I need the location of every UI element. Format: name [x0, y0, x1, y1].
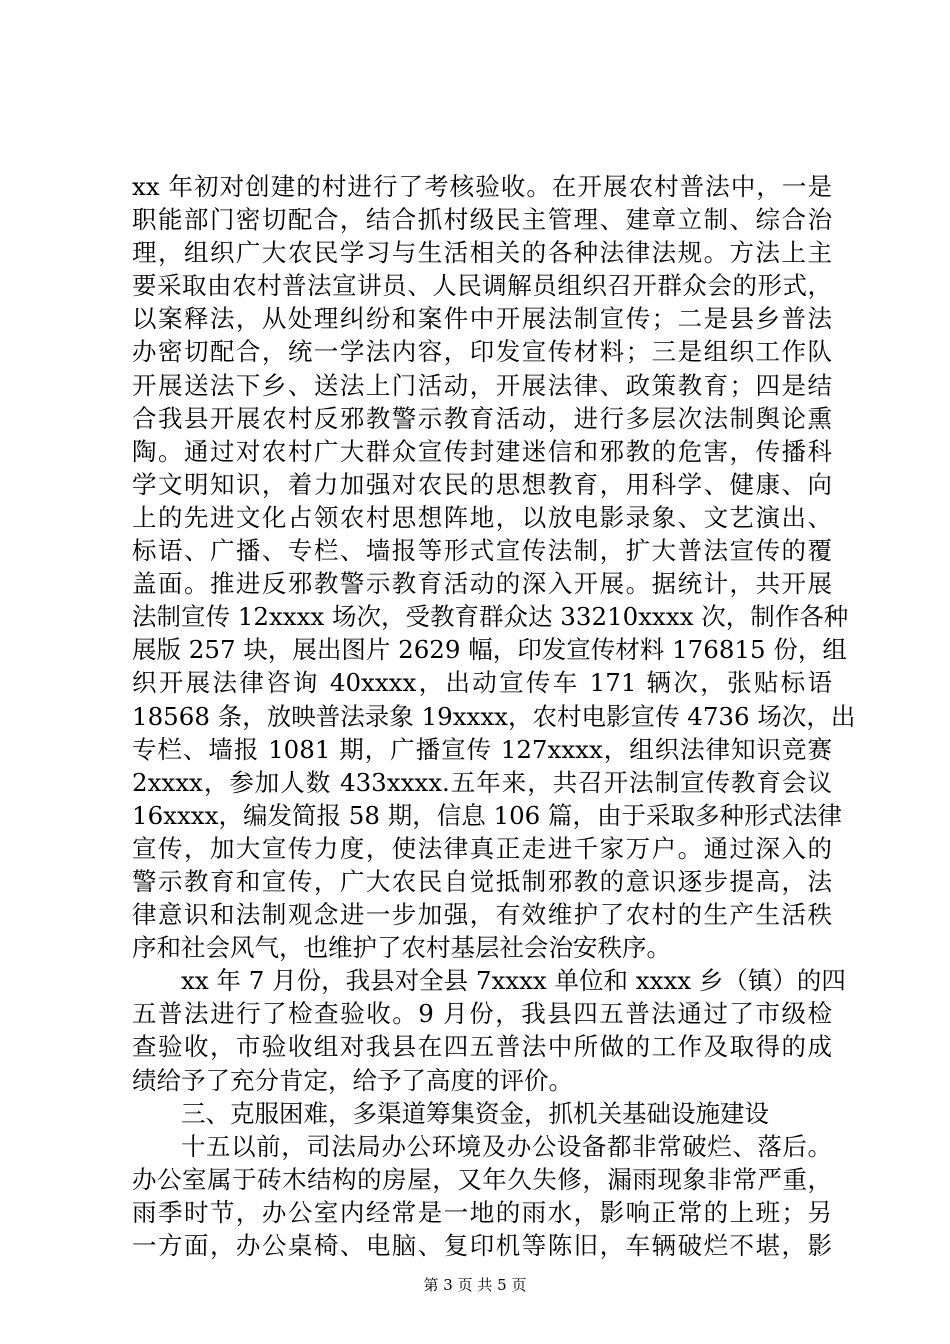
text-line: 要采取由农村普法宣讲员、人民调解员组织召开群众会的形式， [132, 271, 832, 301]
text-line: 学文明知识，着力加强对农民的思想教育，用科学、健康、向 [132, 469, 832, 499]
text-line: 陶。通过对农村广大群众宣传封建迷信和邪教的危害，传播科 [132, 436, 832, 466]
text-line: 盖面。推进反邪教警示教育活动的深入开展。据统计，共开展 [132, 569, 832, 599]
text-line: 警示教育和宣传，广大农民自觉抵制邪教的意识逐步提高，法 [132, 866, 832, 896]
text-line: xx 年 7 月份，我县对全县 7xxxx 单位和 xxxx 乡（镇）的四 [181, 966, 846, 996]
text-line: 查验收，市验收组对我县在四五普法中所做的工作及取得的成 [132, 1032, 832, 1062]
text-line: 开展送法下乡、送法上门活动，开展法律、政策教育；四是结 [132, 370, 832, 400]
text-line: 法制宣传 12xxxx 场次，受教育群众达 33210xxxx 次，制作各种 [132, 602, 849, 632]
text-line: 宣传，加大宣传力度，使法律真正走进千家万户。通过深入的 [132, 833, 832, 863]
text-line: 五普法进行了检查验收。9 月份，我县四五普法通过了市级检 [132, 999, 832, 1029]
text-line: 职能部门密切配合，结合抓村级民主管理、建章立制、综合治 [132, 205, 832, 235]
body-text [132, 170, 856, 1262]
section-heading: 三、克服困难，多渠道筹集资金，抓机关基础设施建设 [181, 1098, 769, 1128]
text-line: 合我县开展农村反邪教警示教育活动，进行多层次法制舆论熏 [132, 403, 832, 433]
text-line: 以案释法，从处理纠纷和案件中开展法制宣传；二是县乡普法 [132, 304, 832, 334]
text-line: 办密切配合，统一学法内容，印发宣传材料；三是组织工作队 [132, 337, 832, 367]
text-line: 绩给予了充分肯定，给予了高度的评价。 [132, 1065, 573, 1095]
text-line: 雨季时节，办公室内经常是一地的雨水，影响正常的上班；另 [132, 1197, 832, 1227]
text-line: 一方面，办公桌椅、电脑、复印机等陈旧，车辆破烂不堪，影 [132, 1231, 832, 1260]
text-line: 展版 257 块，展出图片 2629 幅，印发宣传材料 176815 份，组 [132, 635, 847, 665]
text-line: 办公室属于砖木结构的房屋，又年久失修，漏雨现象非常严重， [132, 1164, 832, 1194]
page-number-footer: 第 3 页 共 5 页 [423, 1276, 527, 1294]
text-line: 专栏、墙报 1081 期，广播宣传 127xxxx，组织法律知识竞赛 [132, 734, 832, 764]
text-line: 序和社会风气，也维护了农村基层社会治安秩序。 [132, 933, 671, 963]
text-line: 2xxxx，参加人数 433xxxx.五年来，共召开法制宣传教育会议 [132, 767, 832, 797]
text-line: 理，组织广大农民学习与生活相关的各种法律法规。方法上主 [132, 238, 832, 268]
text-line: 16xxxx，编发简报 58 期，信息 106 篇，由于采取多种形式法律 [132, 800, 843, 830]
text-line: 律意识和法制观念进一步加强，有效维护了农村的生产生活秩 [132, 900, 832, 930]
text-line: 十五以前，司法局办公环境及办公设备都非常破烂、落后。 [181, 1131, 832, 1161]
text-line: xx 年初对创建的村进行了考核验收。在开展农村普法中，一是 [132, 172, 832, 201]
text-line: 标语、广播、专栏、墙报等形式宣传法制，扩大普法宣传的覆 [132, 536, 832, 566]
text-line: 织开展法律咨询 40xxxx，出动宣传车 171 辆次，张贴标语 [132, 668, 832, 698]
text-line: 18568 条，放映普法录象 19xxxx，农村电影宣传 4736 场次，出 [132, 701, 856, 731]
text-line: 上的先进文化占领农村思想阵地，以放电影录象、文艺演出、 [132, 502, 832, 532]
